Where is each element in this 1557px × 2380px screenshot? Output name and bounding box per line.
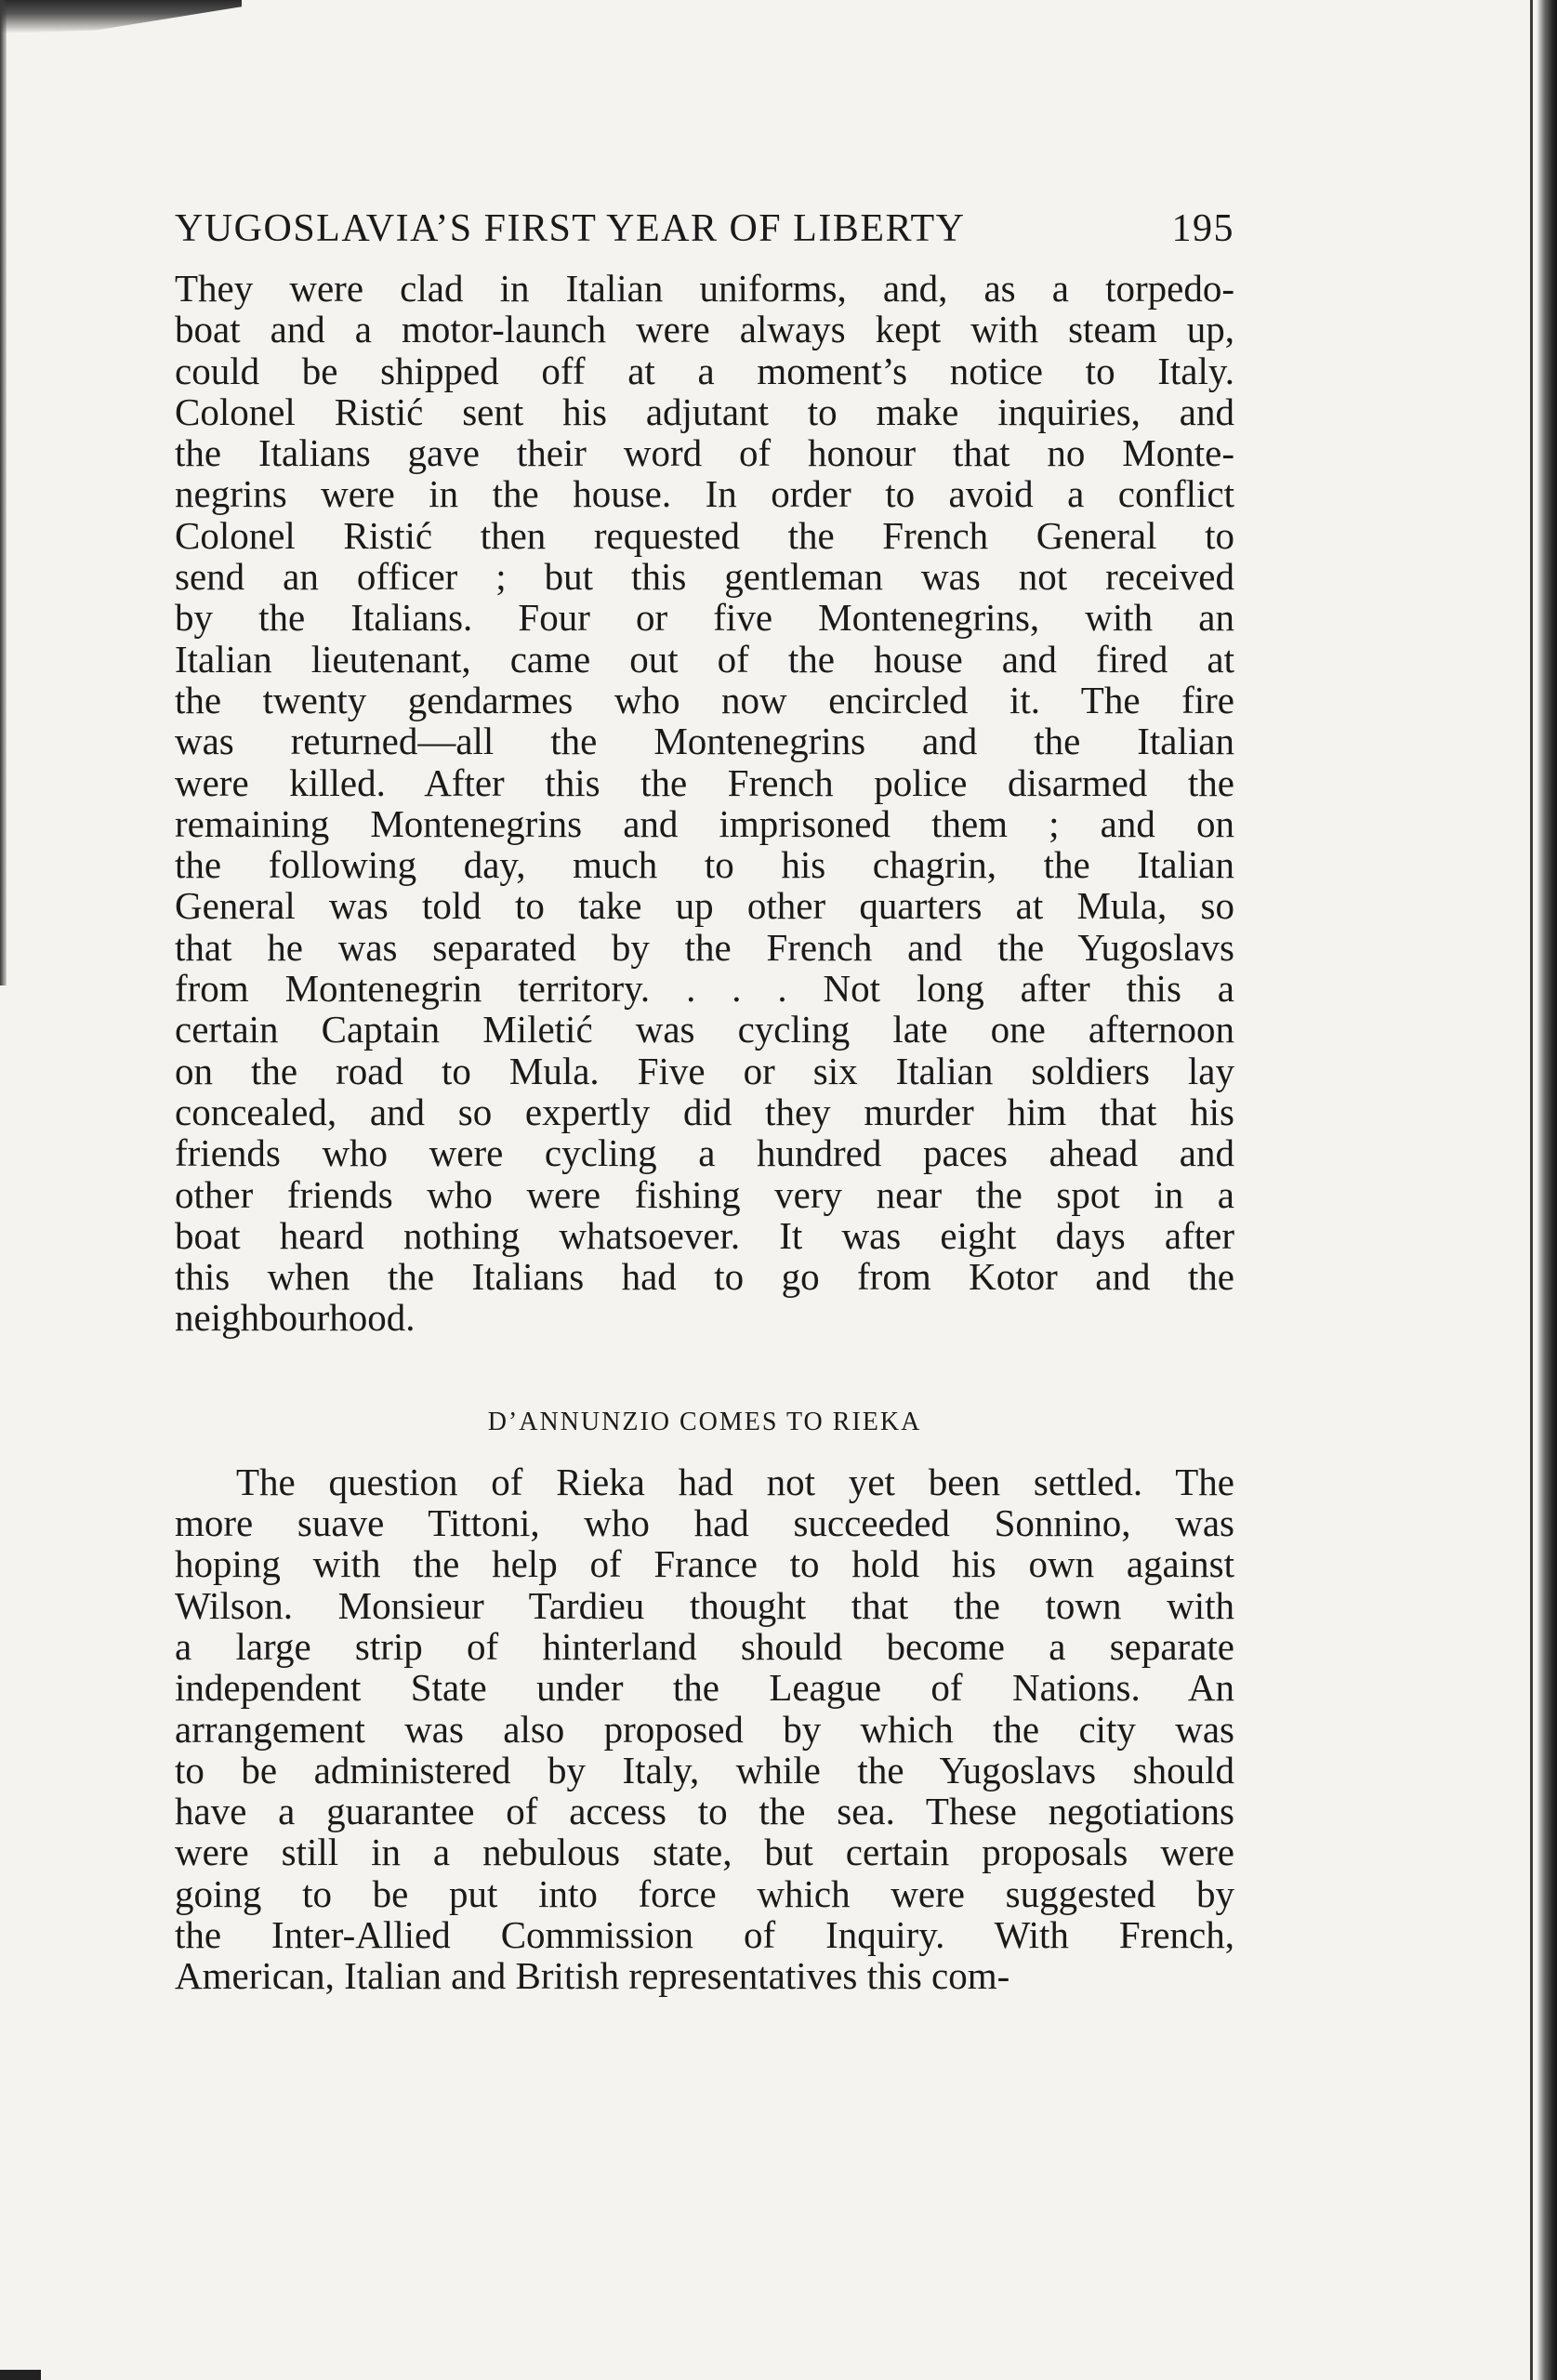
text-line: certain Captain Miletić was cycling late one afternoon bbox=[175, 1008, 1234, 1051]
text-line: friends who were cycling a hundred paces ahead and bbox=[175, 1131, 1234, 1175]
running-title: YUGOSLAVIA’S FIRST YEAR OF LIBERTY bbox=[175, 207, 966, 250]
text-line: hoping with the help of France to hold his own against bbox=[175, 1542, 1234, 1586]
text-line: They were clad in Italian uniforms, and, as a torpedo- bbox=[175, 267, 1234, 310]
text-line: Wilson. Monsieur Tardieu thought that the town with bbox=[175, 1583, 1234, 1627]
paragraph-1 bbox=[175, 268, 1234, 1339]
text-line: neighbourhood. bbox=[175, 1296, 416, 1340]
text-line: remaining Montenegrins and imprisoned them ; and on bbox=[175, 801, 1234, 845]
text-line: Italian lieutenant, came out of the house and fired at bbox=[175, 637, 1234, 681]
text-line: Colonel Ristić then requested the French General to bbox=[175, 513, 1234, 557]
text-line: to be administered by Italy, while the Yugoslavs should bbox=[175, 1748, 1234, 1792]
running-head bbox=[175, 206, 1234, 251]
text-line: boat and a motor-launch were always kept with steam up, bbox=[175, 308, 1234, 351]
text-line: a large strip of hinterland should become a separate bbox=[175, 1624, 1234, 1668]
text-line: were killed. After this the French police disarmed the bbox=[175, 760, 1234, 804]
text-line: was returned—all the Montenegrins and the Italian bbox=[175, 720, 1234, 763]
text-line: this when the Italians had to go from Kotor and the bbox=[175, 1255, 1234, 1299]
scan-shadow-top-left bbox=[0, 0, 242, 33]
text-line: concealed, and so expertly did they murder him that his bbox=[175, 1090, 1234, 1133]
text-line: more suave Tittoni, who had succeeded Sonnino, was bbox=[175, 1501, 1234, 1545]
scan-shadow-right-edge bbox=[1537, 0, 1557, 2380]
text-line: were still in a nebulous state, but certain proposals were bbox=[175, 1831, 1234, 1874]
text-line: by the Italians. Four or five Montenegrins, with an bbox=[175, 596, 1234, 640]
text-line: that he was separated by the French and the Yugoslavs bbox=[175, 925, 1234, 969]
book-page bbox=[175, 206, 1234, 1997]
text-line: could be shipped off at a moment’s notice to Italy. bbox=[175, 349, 1234, 392]
text-line: have a guarantee of access to the sea. These negotiations bbox=[175, 1790, 1234, 1833]
text-line: the Inter-Allied Commission of Inquiry. With French, bbox=[175, 1912, 1234, 1956]
paragraph-2 bbox=[175, 1461, 1234, 1997]
text-line: The question of Rieka had not yet been settled. The bbox=[236, 1460, 1234, 1503]
text-line: independent State under the League of Nations. An bbox=[175, 1666, 1234, 1710]
text-line: from Montenegrin territory. . . . Not long after this a bbox=[175, 967, 1234, 1011]
text-line: the following day, much to his chagrin, the Italian bbox=[175, 843, 1234, 887]
text-line: the Italians gave their word of honour that no Monte- bbox=[175, 431, 1234, 475]
section-heading-text: D’ANNUNZIO COMES TO RIEKA bbox=[487, 1407, 922, 1436]
page-number: 195 bbox=[1171, 207, 1234, 250]
scan-mark-bottom-left bbox=[0, 2370, 41, 2380]
text-line: American, Italian and British representatives this com- bbox=[175, 1954, 1010, 1998]
scan-shadow-left-edge bbox=[0, 0, 7, 985]
text-line: going to be put into force which were suggested by bbox=[175, 1871, 1234, 1915]
section-heading bbox=[175, 1408, 1234, 1437]
text-line: send an officer ; but this gentleman was not received bbox=[175, 555, 1234, 599]
scan-gutter-line bbox=[1530, 0, 1533, 2380]
text-line: other friends who were fishing very near the spot in a bbox=[175, 1172, 1234, 1216]
text-line: Colonel Ristić sent his adjutant to make inquiries, and bbox=[175, 390, 1234, 433]
text-line: General was told to take up other quarters at Mula, so bbox=[175, 884, 1234, 928]
text-line: boat heard nothing whatsoever. It was eight days after bbox=[175, 1213, 1234, 1257]
text-line: the twenty gendarmes who now encircled it. The fire bbox=[175, 678, 1234, 721]
text-line: negrins were in the house. In order to avoid a conflict bbox=[175, 472, 1234, 516]
text-line: on the road to Mula. Five or six Italian soldiers lay bbox=[175, 1049, 1234, 1092]
text-line: arrangement was also proposed by which the city was bbox=[175, 1707, 1234, 1751]
